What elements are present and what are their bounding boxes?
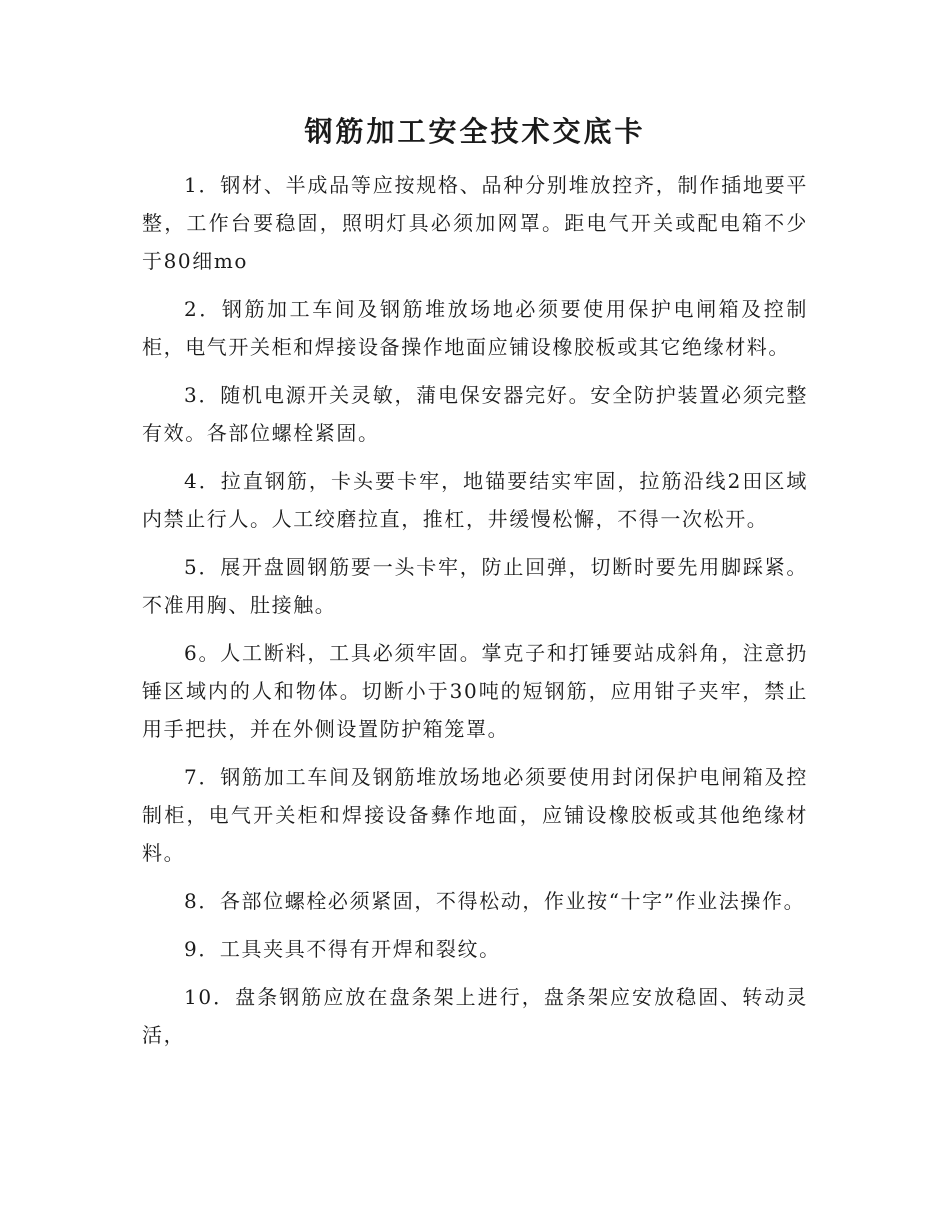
- paragraph-9: 9．工具夹具不得有开焊和裂纹。: [184, 937, 501, 961]
- paragraph-5: 5．展开盘圆钢筋要一头卡牢，防止回弹，切断时要先用脚踩紧。不准用胸、肚接触。: [142, 555, 808, 617]
- paragraph-8: 8．各部位螺栓必须紧固，不得松动，作业按“十字”作业法操作。: [184, 889, 806, 913]
- paragraph-7: 7．钢筋加工车间及钢筋堆放场地必须要使用封闭保护电闸箱及控制柜，电气开关柜和焊接设备彝作地面，应铺设橡胶板或其他绝缘材料。: [142, 765, 808, 865]
- document-title: 钢筋加工安全技术交底卡: [304, 115, 646, 148]
- paragraph-4: 4．拉直钢筋，卡头要卡牢，地锚要结实牢固，拉筋沿线2田区域内禁止行人。人工绞磨拉直，推杠，井缓慢松懈，不得一次松开。: [142, 469, 808, 531]
- paragraph-2: 2．钢筋加工车间及钢筋堆放场地必须要使用保护电闸箱及控制柜，电气开关柜和焊接设备操作地面应铺设橡胶板或其它绝缘材料。: [142, 297, 808, 359]
- paragraph-1: 1．钢材、半成品等应按规格、品种分别堆放控齐，制作插地要平整，工作台要稳固，照明灯具必须加网罩。距电气开关或配电箱不少于80细mo: [142, 173, 808, 273]
- paragraph-10: 10．盘条钢筋应放在盘条架上进行，盘条架应安放稳固、转动灵活，: [142, 985, 808, 1047]
- paragraph-6: 6。人工断料，工具必须牢固。掌克子和打锤要站成斜角，注意扔锤区域内的人和物体。切断小于30吨的短钢筋，应用钳子夹牢，禁止用手把扶，并在外侧设置防护箱笼罩。: [142, 641, 808, 741]
- paragraph-3: 3．随机电源开关灵敏，蒲电保安器完好。安全防护装置必须完整有效。各部位螺栓紧固。: [142, 383, 808, 445]
